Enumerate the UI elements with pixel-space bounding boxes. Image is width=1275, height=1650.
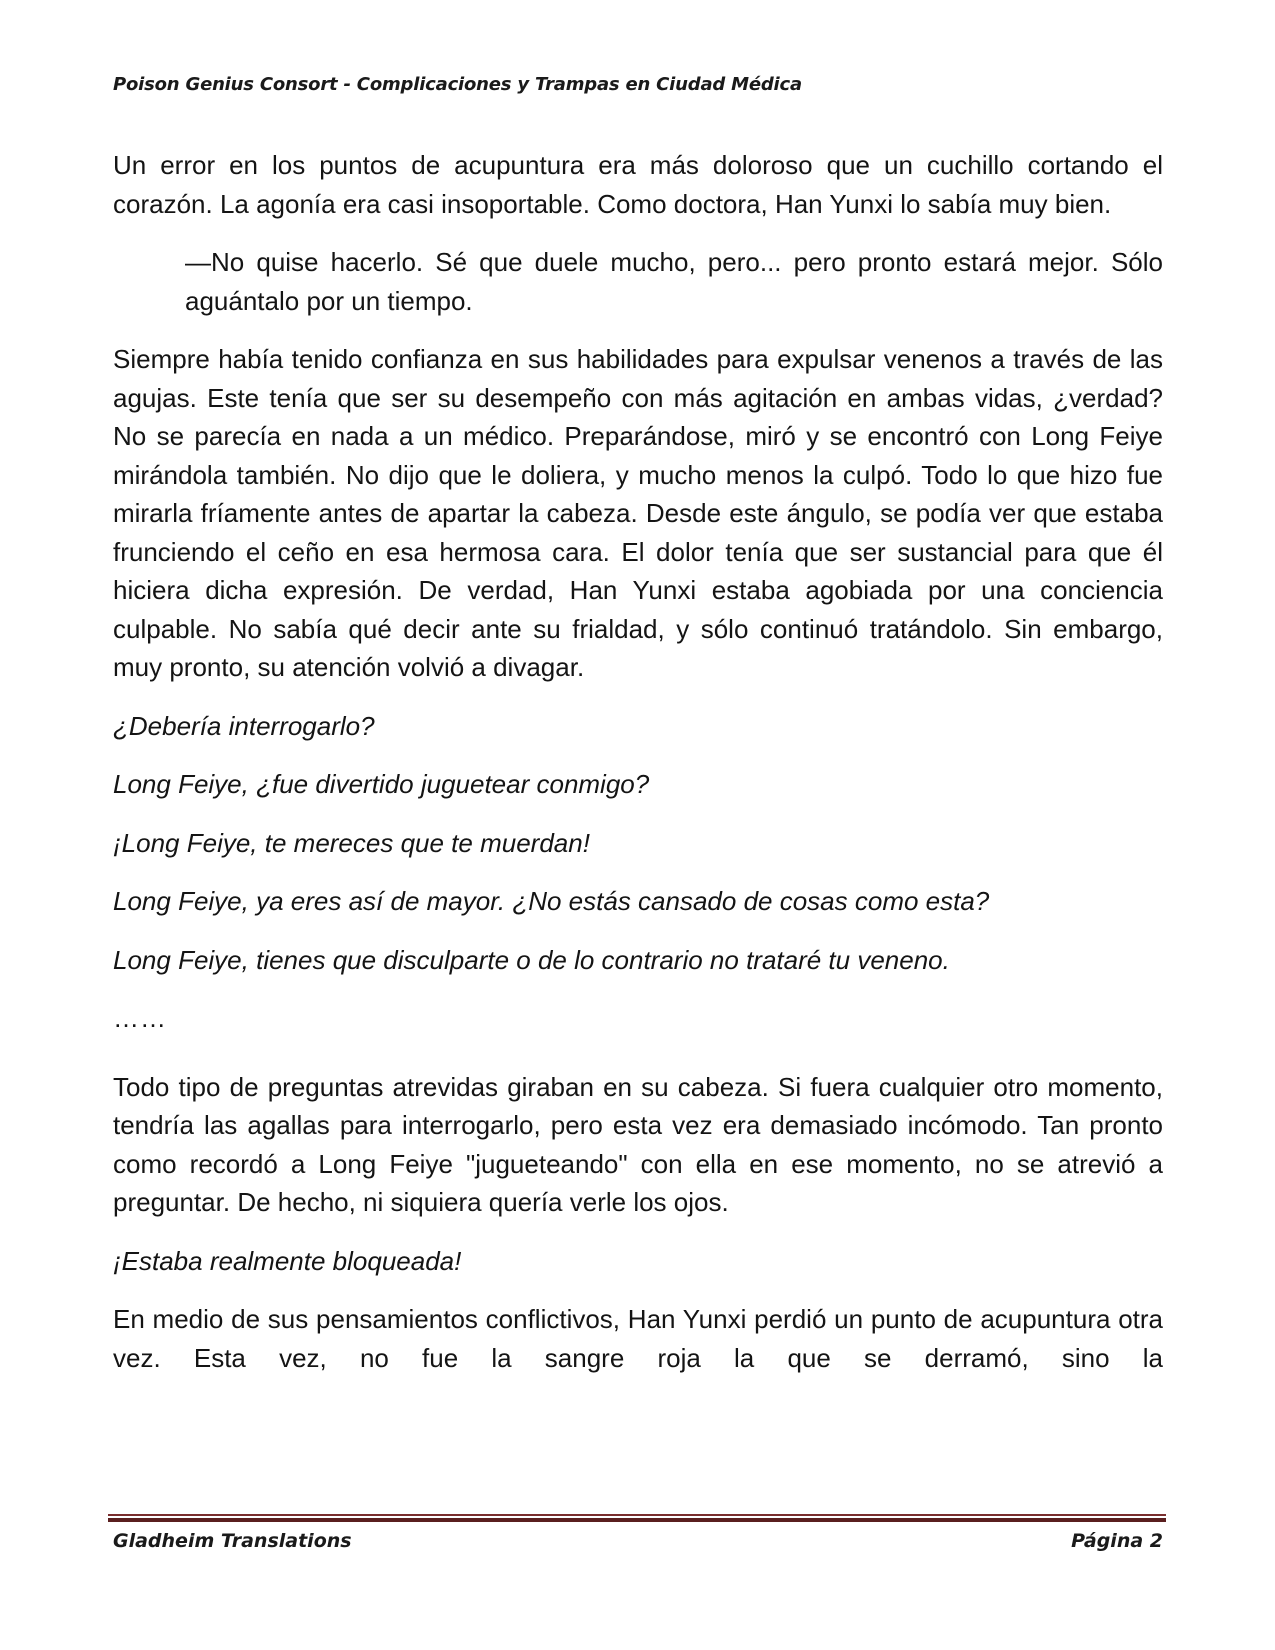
- footer-page-number: Página 2: [1071, 1530, 1163, 1552]
- footer-divider-thin-line: [108, 1514, 1166, 1516]
- paragraph: Todo tipo de preguntas atrevidas giraban en su cabeza. Si fuera cualquier otro momento, tendría las agallas para interrogarlo, pero esta vez era demasiado incómodo. Tan pronto como recordó a Long Feiye "jugueteando" con ella en ese momento, no se atrevió a preguntar. De hecho, ni siquiera quería verle los ojos.: [113, 1071, 1163, 1217]
- footer-translator-name: Gladheim Translations: [113, 1530, 352, 1552]
- paragraph-continued: En medio de sus pensamientos conflictivos, Han Yunxi perdió un punto de acupuntura otra vez. Esta vez, no fue la sangre roja la que se derramó, sino la: [113, 1304, 1163, 1373]
- thought-line: Long Feiye, ya eres así de mayor. ¿No estás cansado de cosas como esta?: [113, 886, 990, 916]
- thought-line: ¡Estaba realmente bloqueada!: [113, 1245, 462, 1276]
- body-text: [113, 146, 1163, 1397]
- running-header: Poison Genius Consort - Complicaciones y Trampas en Ciudad Médica: [113, 74, 802, 95]
- footer-divider-thick-line: [108, 1518, 1166, 1522]
- paragraph: Un error en los puntos de acupuntura era más doloroso que un cuchillo cortando el corazón. La agonía era casi insoportable. Como doctora, Han Yunxi lo sabía muy bien.: [113, 150, 1163, 219]
- thought-line: ¡Long Feiye, te mereces que te muerdan!: [113, 827, 590, 858]
- ellipsis-separator: ……: [113, 1003, 167, 1033]
- thought-line: ¿Debería interrogarlo?: [113, 710, 375, 741]
- paragraph: Siempre había tenido confianza en sus habilidades para expulsar venenos a través de las agujas. Este tenía que ser su desempeño con más agitación en ambas vidas, ¿verdad? No se parecía en nada a un médico. Preparándose, miró y se encontró con Long Feiye mirándola también. No dijo que le doliera, y mucho menos la culpó. Todo lo que hizo fue mirarla fríamente antes de apartar la cabeza. Desde este ángulo, se podía ver que estaba frunciendo el ceño en esa hermosa cara. El dolor tenía que ser sustancial para que él hiciera dicha expresión. De verdad, Han Yunxi estaba agobiada por una conciencia culpable. No sabía qué decir ante su frialdad, y sólo continuó tratándolo. Sin embargo, muy pronto, su atención volvió a divagar.: [113, 344, 1163, 682]
- footer-divider: [108, 1514, 1166, 1522]
- dialog-paragraph: —No quise hacerlo. Sé que duele mucho, pero... pero pronto estará mejor. Sólo aguántalo por un tiempo.: [185, 247, 1163, 316]
- thought-line: Long Feiye, tienes que disculparte o de lo contrario no trataré tu veneno.: [113, 944, 950, 975]
- thought-line: Long Feiye, ¿fue divertido juguetear conmigo?: [113, 769, 650, 799]
